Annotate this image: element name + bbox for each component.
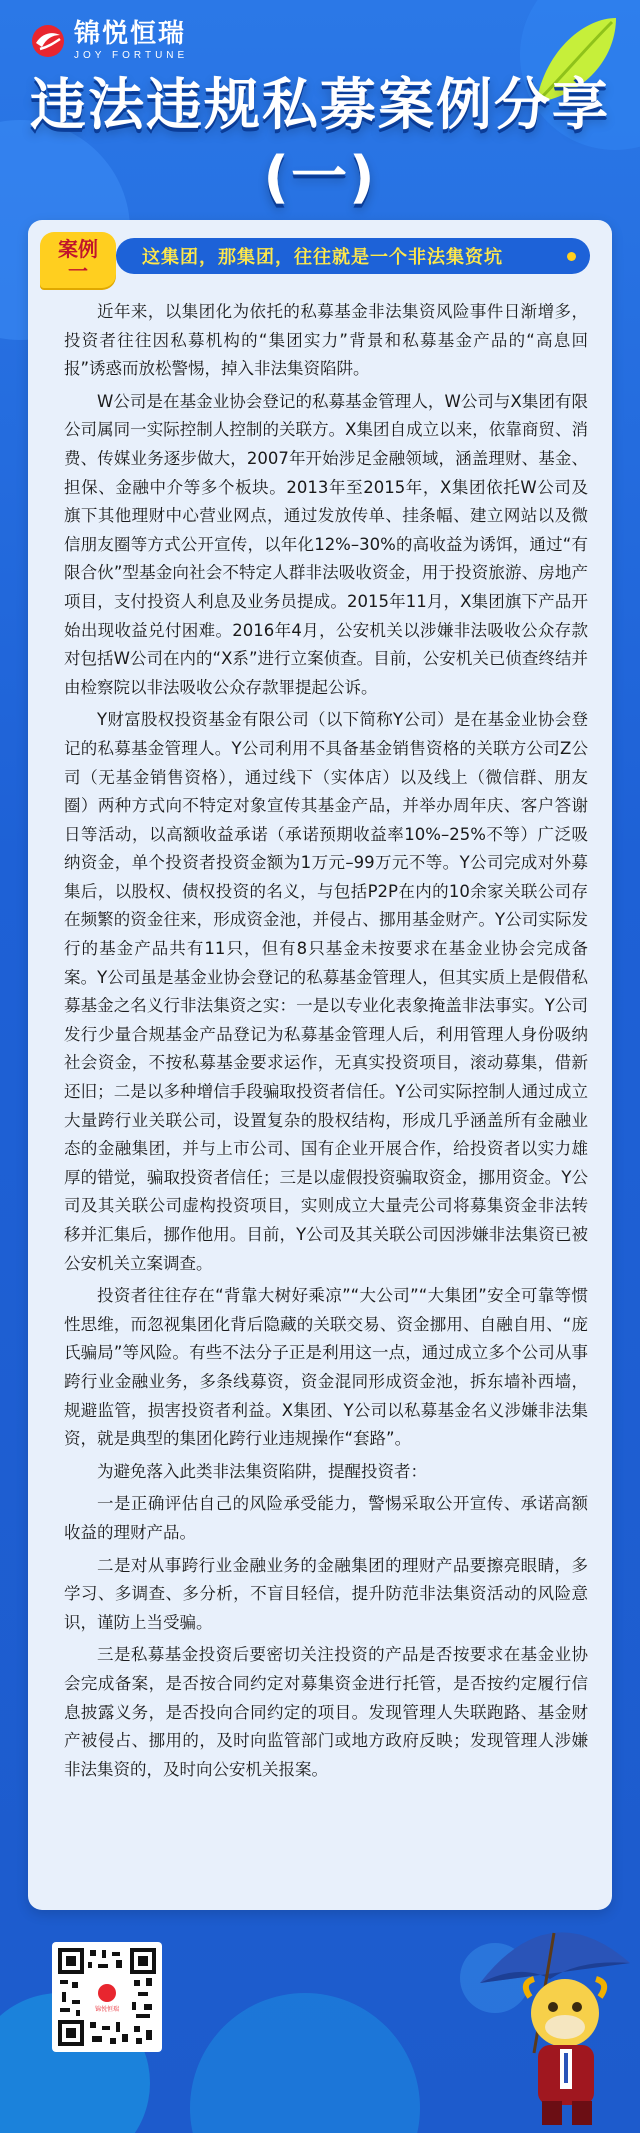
brand-name: 锦悦恒瑞 — [74, 19, 187, 49]
paragraph: 一是正确评估自己的风险承受能力，警惕采取公开宣传、承诺高额收益的理财产品。 — [64, 1494, 588, 1542]
page-title-line2: (一) — [263, 145, 377, 210]
case-banner — [116, 238, 590, 274]
case-banner-text: 这集团，那集团，往往就是一个非法集资坑 — [142, 247, 503, 268]
qr-code[interactable] — [52, 1942, 162, 2052]
case-badge-line1: 案例 — [58, 237, 98, 261]
paragraph: 三是私募基金投资后要密切关注投资的产品是否按要求在基金业协会完成备案，是否按合同约定对募集资金进行托管，是否按约定履行信息披露义务，是否投向合同约定的项目。发现管理人失联跑路、基金财产被侵占、挪用的，及时向监管部门或地方政府反映；发现管理人涉嫌非法集资的，及时向公安机关报案。 — [64, 1645, 588, 1779]
mascot-with-umbrella-icon — [450, 1903, 640, 2133]
article-body — [64, 298, 588, 1784]
brand-sub: JOY FORTUNE — [74, 50, 189, 61]
qr-center-label: 锦悦恒瑞 — [94, 2006, 120, 2013]
banner-dot-icon — [567, 252, 576, 261]
case-header — [28, 220, 612, 292]
brand-logo — [30, 20, 188, 61]
background-bubble — [190, 1993, 420, 2133]
qr-code-icon — [58, 1948, 156, 2046]
case-badge — [40, 232, 116, 288]
paragraph: 投资者往往存在“背靠大树好乘凉”“大公司”“大集团”安全可靠等惯性思维，而忽视集团化背后隐藏的关联交易、资金挪用、自融自用、“庞氏骗局”等风险。有些不法分子正是利用这一点，通过成立多个公司从事跨行业金融业务，多条线募资，资金混同形成资金池，拆东墙补西墙，规避监管，损害投资者利益。X集团、Y公司以私募基金名义涉嫌非法集资，就是典型的集团化跨行业违规操作“套路”。 — [64, 1286, 588, 1449]
paragraph: Y财富股权投资基金有限公司（以下简称Y公司）是在基金业协会登记的私募基金管理人。Y公司利用不具备基金销售资格的关联方公司Z公司（无基金销售资格），通过线下（实体店）以及线上（微信群、朋友圈）两种方式向不特定对象宣传其基金产品，并举办周年庆、客户答谢日等活动，以高额收益承诺（承诺预期收益率10%–25%不等）广泛吸纳资金，单个投资者投资金额为1万元–99万元不等。Y公司完成对外募集后，以股权、债权投资的名义，与包括P2P在内的10余家关联公司存在频繁的资金往来，形成资金池，并侵占、挪用基金财产。Y公司实际发行的基金产品共有11只，但有8只基金未按要求在基金业协会完成备案。Y公司虽是基金业协会登记的私募基金管理人，但其实质上是假借私募基金之名义行非法集资之实：一是以专业化表象掩盖非法事实。Y公司发行少量合规基金产品登记为私募基金管理人后，利用管理人身份吸纳社会资金，不按私募基金要求运作，无真实投资项目，滚动募集，借新还旧；二是以多种增信手段骗取投资者信任。Y公司实际控制人通过成立大量跨行业关联公司，设置复杂的股权结构，形成几乎涵盖所有金融业态的金融集团，并与上市公司、国有企业开展合作，给投资者以实力雄厚的错觉，骗取投资者信任；三是以虚假投资骗取资金，挪用资金。Y公司及其关联公司虚构投资项目，实则成立大量壳公司将募集资金非法转移并汇集后，挪作他用。目前，Y公司及其关联公司因涉嫌非法集资已被公安机关立案调查。 — [64, 710, 588, 1273]
paragraph: 为避免落入此类非法集资陷阱，提醒投资者： — [97, 1461, 427, 1481]
logo-mark-icon — [30, 23, 66, 59]
page-title — [0, 70, 640, 214]
page-title-line1: 违法违规私募案例分享 — [30, 73, 610, 138]
paragraph: 近年来，以集团化为依托的私募基金非法集资风险事件日渐增多，投资者往往因私募机构的“集团实力”背景和私募基金产品的“高息回报”诱惑而放松警惕，掉入非法集资陷阱。 — [64, 302, 588, 379]
article-card — [28, 220, 612, 1910]
paragraph: W公司是在基金业协会登记的私募基金管理人，W公司与X集团有限公司属同一实际控制人控制的关联方。X集团自成立以来，依靠商贸、消费、传媒业务逐步做大，2007年开始涉足金融领域，涵盖理财、基金、担保、金融中介等多个板块。2013年至2015年，X集团依托W公司及旗下其他理财中心营业网点，通过发放传单、挂条幅、建立网站以及微信朋友圈等方式公开宣传，以年化12%–30%的高收益为诱饵，通过“有限合伙”型基金向社会不特定人群非法吸收资金，用于投资旅游、房地产项目，支付投资人利息及业务员提成。2015年11月，X集团旗下产品开始出现收益兑付困难。2016年4月，公安机关以涉嫌非法吸收公众存款对包括W公司在内的“X系”进行立案侦查。目前，公安机关已侦查终结并由检察院以非法吸收公众存款罪提起公诉。 — [64, 391, 588, 697]
paragraph: 二是对从事跨行业金融业务的金融集团的理财产品要擦亮眼睛，多学习、多调查、多分析，不盲目轻信，提升防范非法集资活动的风险意识，谨防上当受骗。 — [64, 1555, 588, 1632]
case-badge-line2: 一 — [68, 259, 88, 283]
